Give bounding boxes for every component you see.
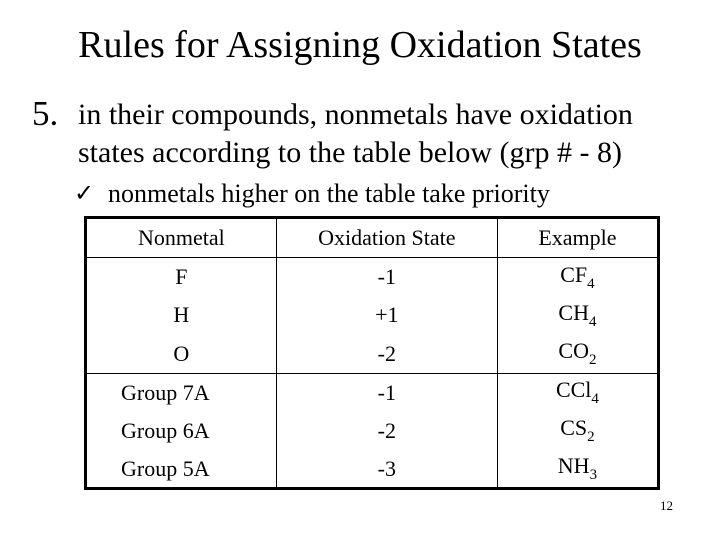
example-cell [497, 296, 658, 335]
oxidation-state-cell: -3 [276, 450, 497, 489]
rule-text-line-1: in their compounds, nonmetals have oxidation [78, 98, 633, 131]
oxidation-state-table [84, 216, 660, 490]
formula-main: CH [558, 299, 589, 325]
nonmetal-cell: Group 5A [86, 450, 277, 489]
example-cell [497, 450, 658, 489]
formula-subscript: 2 [588, 352, 597, 368]
oxidation-state-cell: -1 [276, 258, 497, 297]
oxidation-state-cell: +1 [276, 296, 497, 335]
header-example: Example [497, 218, 658, 258]
nonmetal-cell: F [86, 258, 277, 297]
example-cell [497, 258, 658, 297]
formula-subscript: 2 [587, 429, 595, 446]
nonmetal-cell: H [86, 296, 277, 335]
nonmetal-cell: Group 7A [86, 373, 277, 412]
table-row [86, 412, 659, 451]
oxidation-state-cell: -1 [276, 373, 497, 412]
check-mark-icon: ✓ [74, 181, 95, 207]
table-row [86, 450, 659, 489]
table-row [86, 258, 659, 297]
formula-main: CO [558, 338, 589, 363]
nonmetal-cell: Group 6A [86, 412, 277, 451]
formula-subscript: 4 [591, 391, 599, 407]
rule-number: 5. [32, 94, 59, 133]
sub-point-text: nonmetals higher on the table take priority [108, 179, 550, 208]
formula-main: CF [560, 261, 588, 287]
formula-subscript: 3 [589, 467, 598, 483]
oxidation-state-cell: -2 [276, 412, 497, 451]
rule-text-line-2: states according to the table below (grp # - 8) [78, 136, 622, 169]
oxidation-state-cell: -2 [276, 335, 497, 374]
nonmetal-cell: O [86, 335, 277, 374]
example-cell [497, 373, 658, 412]
rule-text [78, 96, 708, 172]
header-nonmetal: Nonmetal [86, 218, 277, 258]
formula-subscript: 4 [588, 313, 597, 330]
table-header-row [86, 218, 659, 258]
example-cell [497, 335, 658, 374]
formula-main: NH [557, 453, 590, 478]
table-row [86, 296, 659, 335]
page-number: 12 [660, 498, 673, 513]
table-row [86, 373, 659, 412]
example-cell [497, 412, 658, 451]
formula-subscript: 4 [587, 275, 595, 292]
table-row [86, 335, 659, 374]
formula-main: CS [560, 415, 588, 441]
formula-main: CCl [555, 377, 592, 402]
slide-title: Rules for Assigning Oxidation States [78, 24, 642, 66]
header-oxidation-state: Oxidation State [276, 218, 497, 258]
